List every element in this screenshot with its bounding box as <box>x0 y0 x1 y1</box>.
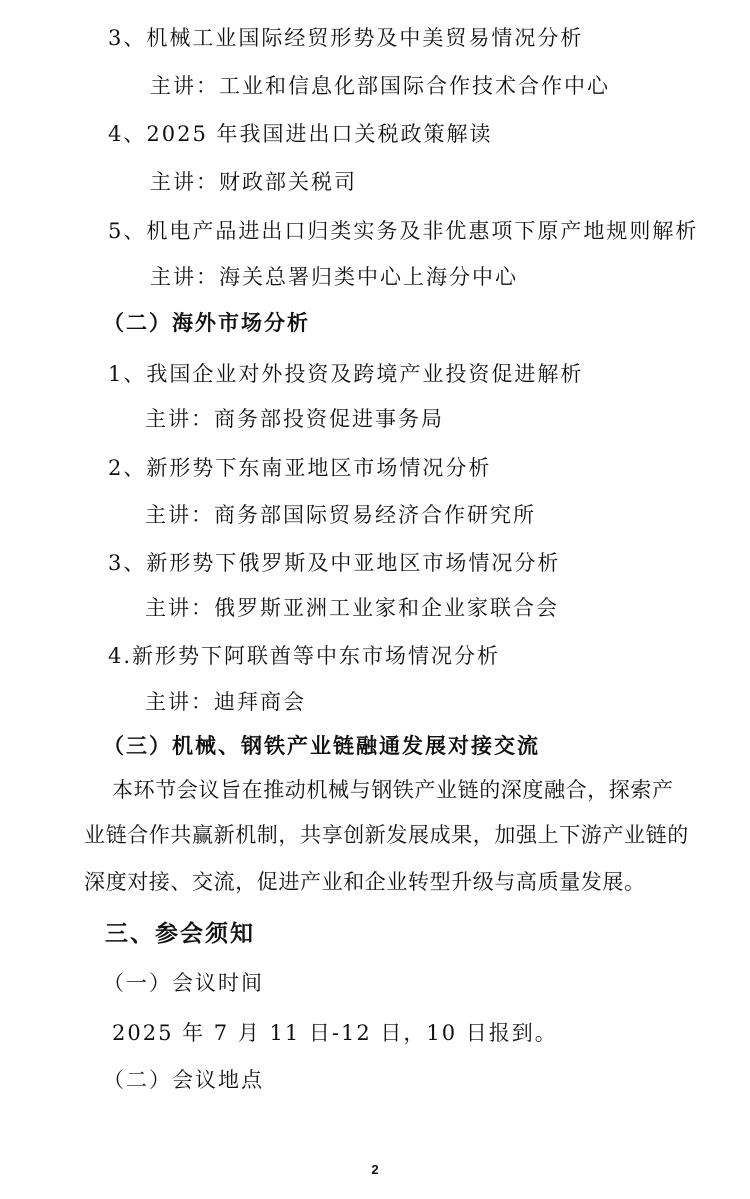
subheading-place: （二）会议地点 <box>103 1068 264 1092</box>
item-speaker: 主讲：商务部投资促进事务局 <box>145 407 444 431</box>
section-heading-chain: （三）机械、钢铁产业链融通发展对接交流 <box>103 733 540 758</box>
item-title: 4、2025 年我国进出口关税政策解读 <box>108 122 493 146</box>
paragraph-line: 业链合作共赢新机制，共享创新发展成果，加强上下游产业链的 <box>84 823 689 847</box>
item-speaker: 主讲：财政部关税司 <box>150 170 357 194</box>
meeting-time: 2025 年 7 月 11 日-12 日，10 日报到。 <box>112 1021 558 1045</box>
section-heading-overseas: （二）海外市场分析 <box>103 310 310 335</box>
item-title: 3、新形势下俄罗斯及中亚地区市场情况分析 <box>108 551 561 575</box>
item-speaker: 主讲：海关总署归类中心上海分中心 <box>150 265 518 289</box>
item-speaker: 主讲：俄罗斯亚洲工业家和企业家联合会 <box>145 596 559 620</box>
item-speaker: 主讲：商务部国际贸易经济合作研究所 <box>145 503 536 527</box>
item-title: 5、机电产品进出口归类实务及非优惠项下原产地规则解析 <box>108 219 699 243</box>
item-title: 2、新形势下东南亚地区市场情况分析 <box>108 456 492 480</box>
item-title: 4.新形势下阿联酋等中东市场情况分析 <box>108 644 501 668</box>
chapter-heading-notice: 三、参会须知 <box>105 920 255 947</box>
item-speaker: 主讲：迪拜商会 <box>145 690 306 714</box>
item-title: 3、机械工业国际经贸形势及中美贸易情况分析 <box>108 26 584 50</box>
item-speaker: 主讲：工业和信息化部国际合作技术合作中心 <box>150 74 610 98</box>
item-title: 1、我国企业对外投资及跨境产业投资促进解析 <box>108 362 584 386</box>
subheading-time: （一）会议时间 <box>103 971 264 995</box>
paragraph-line: 深度对接、交流，促进产业和企业转型升级与高质量发展。 <box>84 870 646 894</box>
page-number: 2 <box>371 1162 379 1177</box>
paragraph-line: 本环节会议旨在推动机械与钢铁产业链的深度融合，探索产 <box>112 778 674 802</box>
